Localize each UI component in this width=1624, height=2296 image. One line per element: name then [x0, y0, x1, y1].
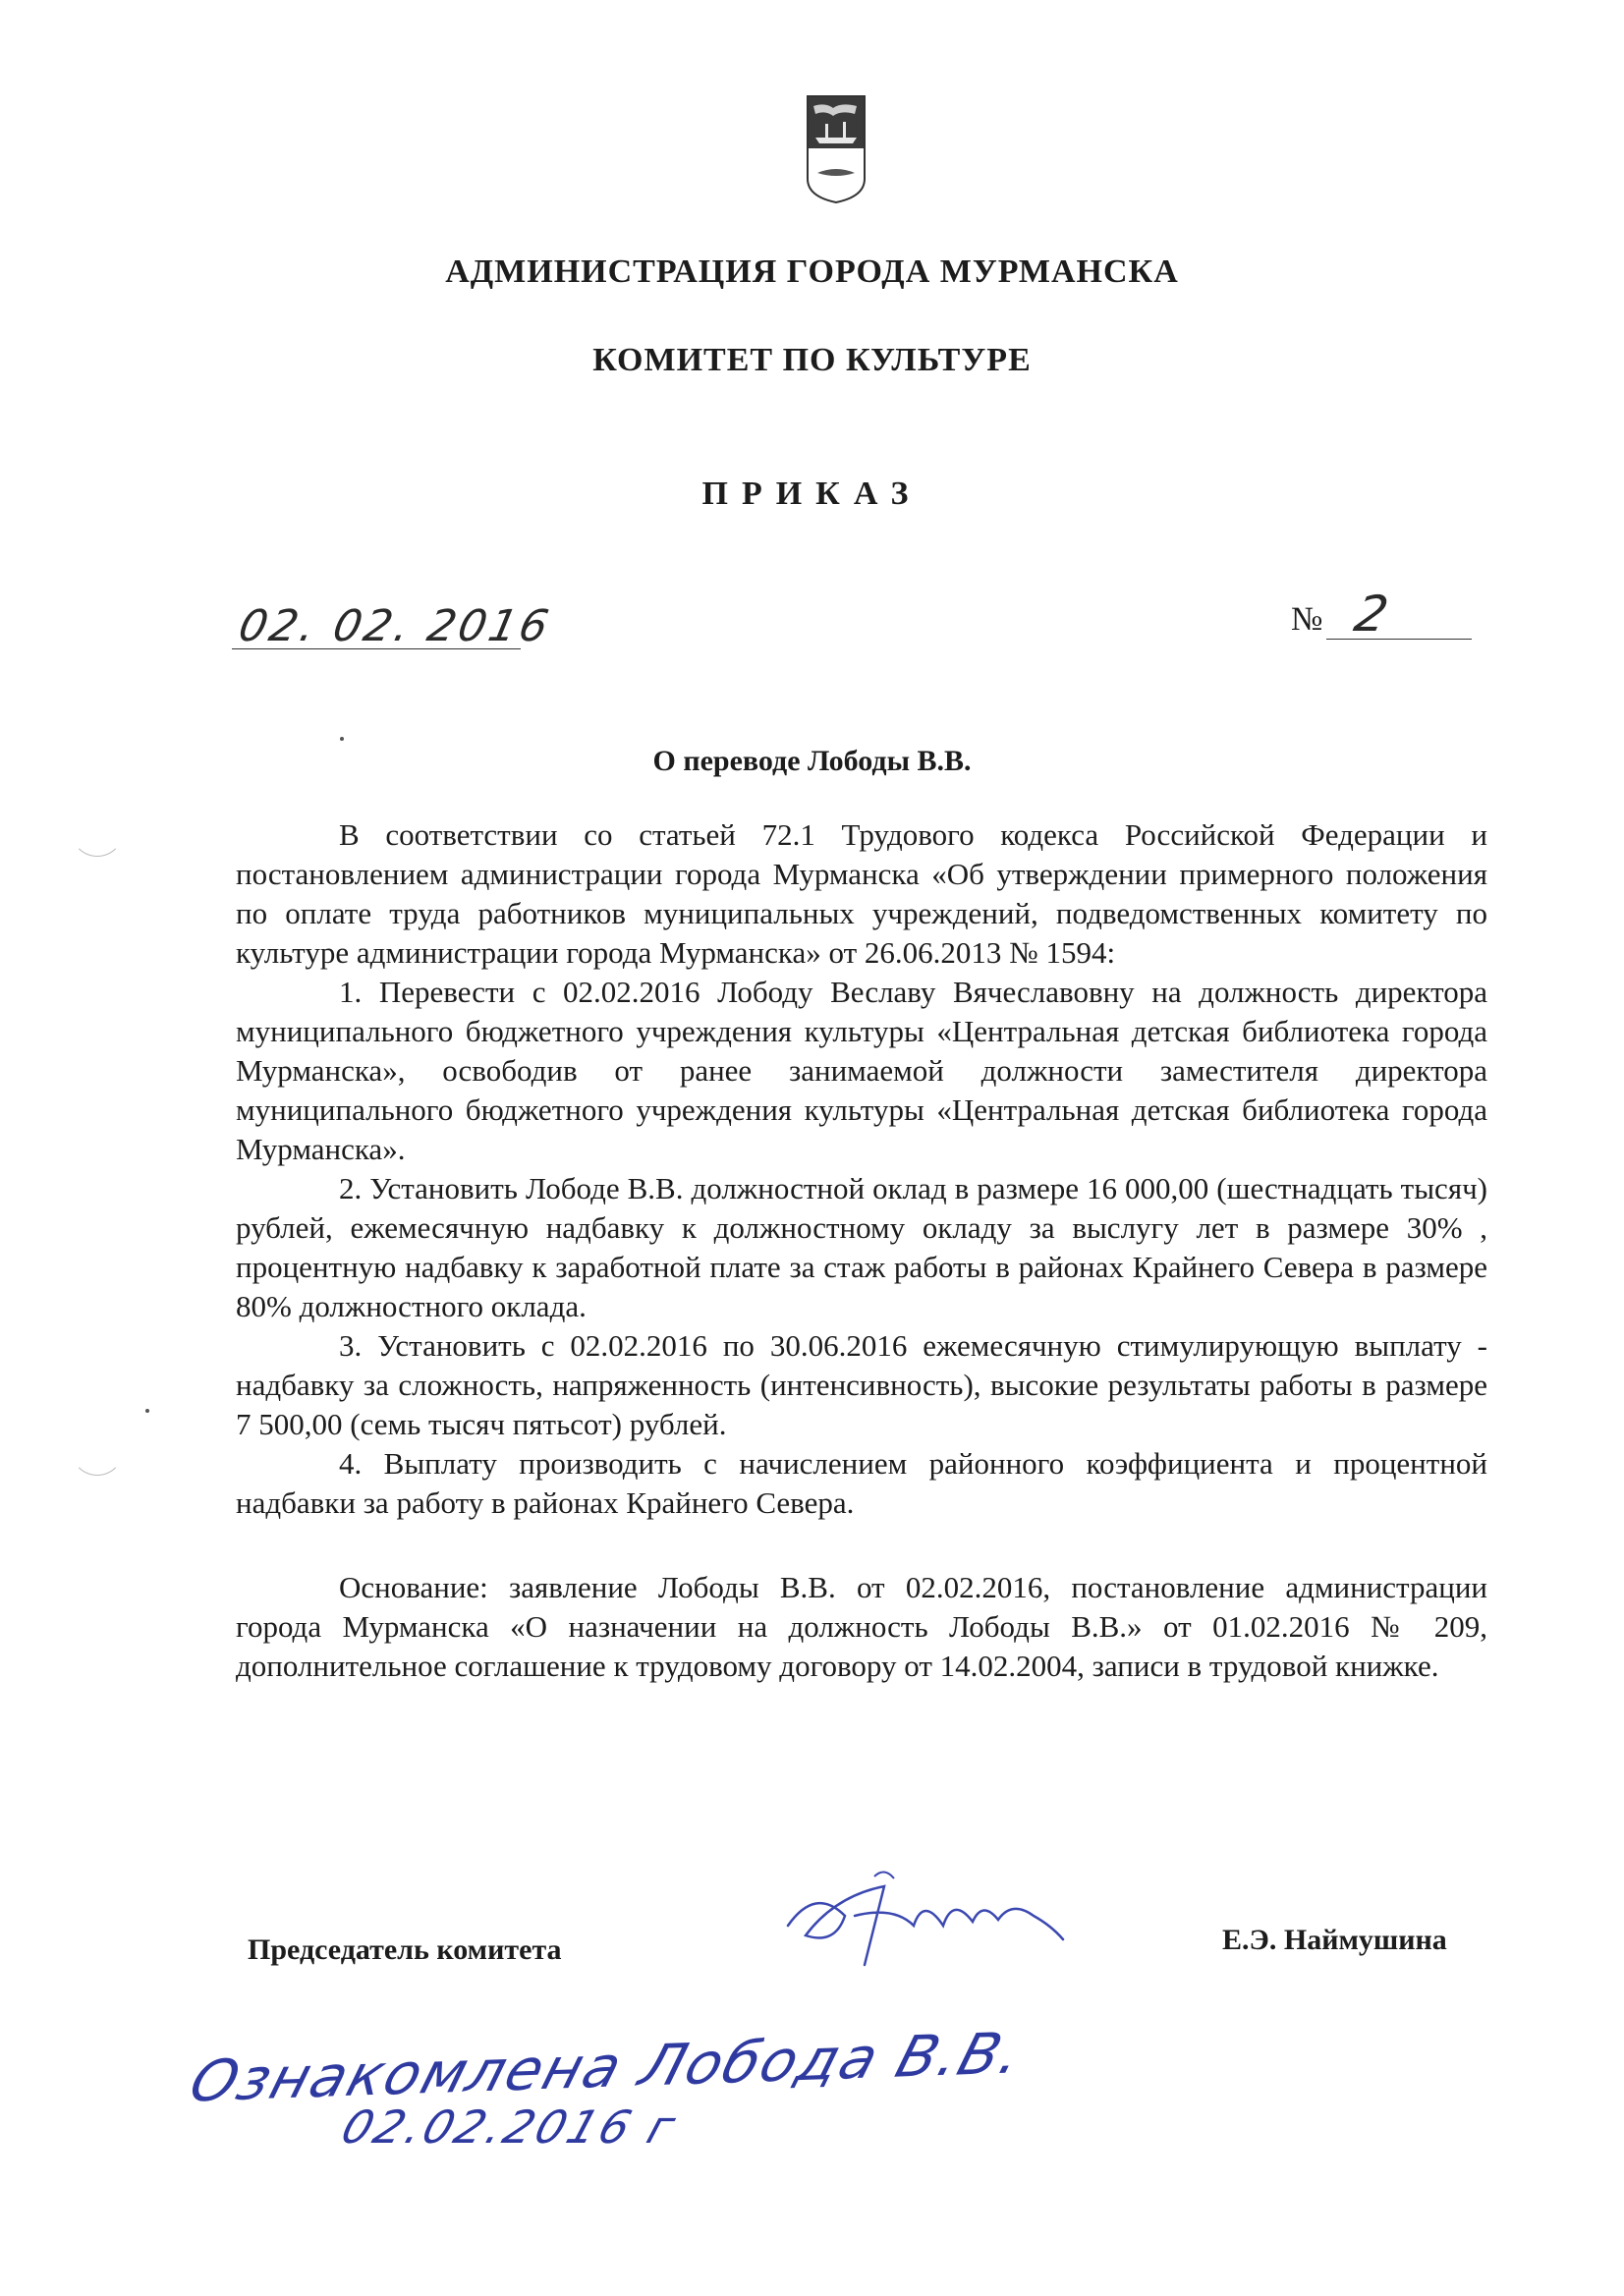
order-item: 3. Установить с 02.02.2016 по 30.06.2016 ежемесячную стимулирующую выплату - надбавку за сложность, напряженность (интенсивность), высокие результаты работы в размере 7 500,00 (семь тысяч пятьсот) рублей.: [236, 1328, 1487, 1441]
order-item: 4. Выплату производить с начислением районного коэффициента и процентной надбавки за работу в районах Крайнего Севера.: [236, 1446, 1487, 1520]
order-body: [236, 815, 1487, 1686]
order-item: 1. Перевести с 02.02.2016 Лободу Веславу Вячеславовну на должность директора муниципального бюджетного учреждения культуры «Центральная детская библиотека города Мурманска», освободив от ранее занимаемой должности заместителя директора муниципального бюджетного учреждения культуры «Центральная детская библиотека города Мурманска».: [236, 975, 1487, 1166]
scan-speck: [145, 1409, 149, 1413]
acknowledgement-text: Ознакомлена Лобода В.В.: [182, 2019, 1033, 2115]
date-underline: [232, 648, 521, 649]
document-type-title: ПРИКАЗ: [701, 476, 923, 512]
handwritten-acknowledgement: [182, 2019, 1375, 2161]
number-sign: №: [1291, 601, 1323, 638]
city-coat-of-arms-emblem: [806, 94, 867, 204]
acknowledgement-date: 02.02.2016 г: [335, 2100, 685, 2154]
handwritten-order-number: 2: [1349, 586, 1393, 643]
number-underline: [1326, 639, 1472, 640]
committee-title: КОМИТЕТ ПО КУЛЬТУРЕ: [592, 342, 1032, 378]
handwritten-signature: [776, 1857, 1071, 2004]
order-subject: О переводе Лободы В.В.: [652, 745, 972, 777]
basis-paragraph: Основание: заявление Лободы В.В. от 02.02.2016, постановление администрации города Мурманска «О назначении на должность Лободы В.В.» от 01.02.2016 № 209, дополнительное соглашение к трудовому договору от 14.02.2004, записи в трудовой книжке.: [236, 1570, 1487, 1683]
punch-hole-mark: [71, 804, 124, 857]
signatory-name: Е.Э. Наймушина: [1222, 1924, 1447, 1956]
scan-speck: [340, 737, 344, 741]
handwritten-date: 02. 02. 2016: [234, 601, 556, 651]
organization-title: АДМИНИСТРАЦИЯ ГОРОДА МУРМАНСКА: [445, 253, 1179, 290]
punch-hole-mark: [71, 1423, 124, 1476]
order-item: 2. Установить Лободе В.В. должностной оклад в размере 16 000,00 (шестнадцать тысяч) рублей, ежемесячную надбавку к должностному окладу за выслугу лет в размере 30% , процентную надбавку к заработной плате за стаж работы в районах Крайнего Севера в размере 80% должностного оклада.: [236, 1171, 1487, 1323]
signatory-title: Председатель комитета: [248, 1933, 562, 1966]
preamble-paragraph: В соответствии со статьей 72.1 Трудового кодекса Российской Федерации и постановлением администрации города Мурманска «Об утверждении примерного положения по оплате труда работников муниципальных учреждений, подведомственных комитету по культуре администрации города Мурманска» от 26.06.2013 № 1594:: [236, 817, 1487, 970]
